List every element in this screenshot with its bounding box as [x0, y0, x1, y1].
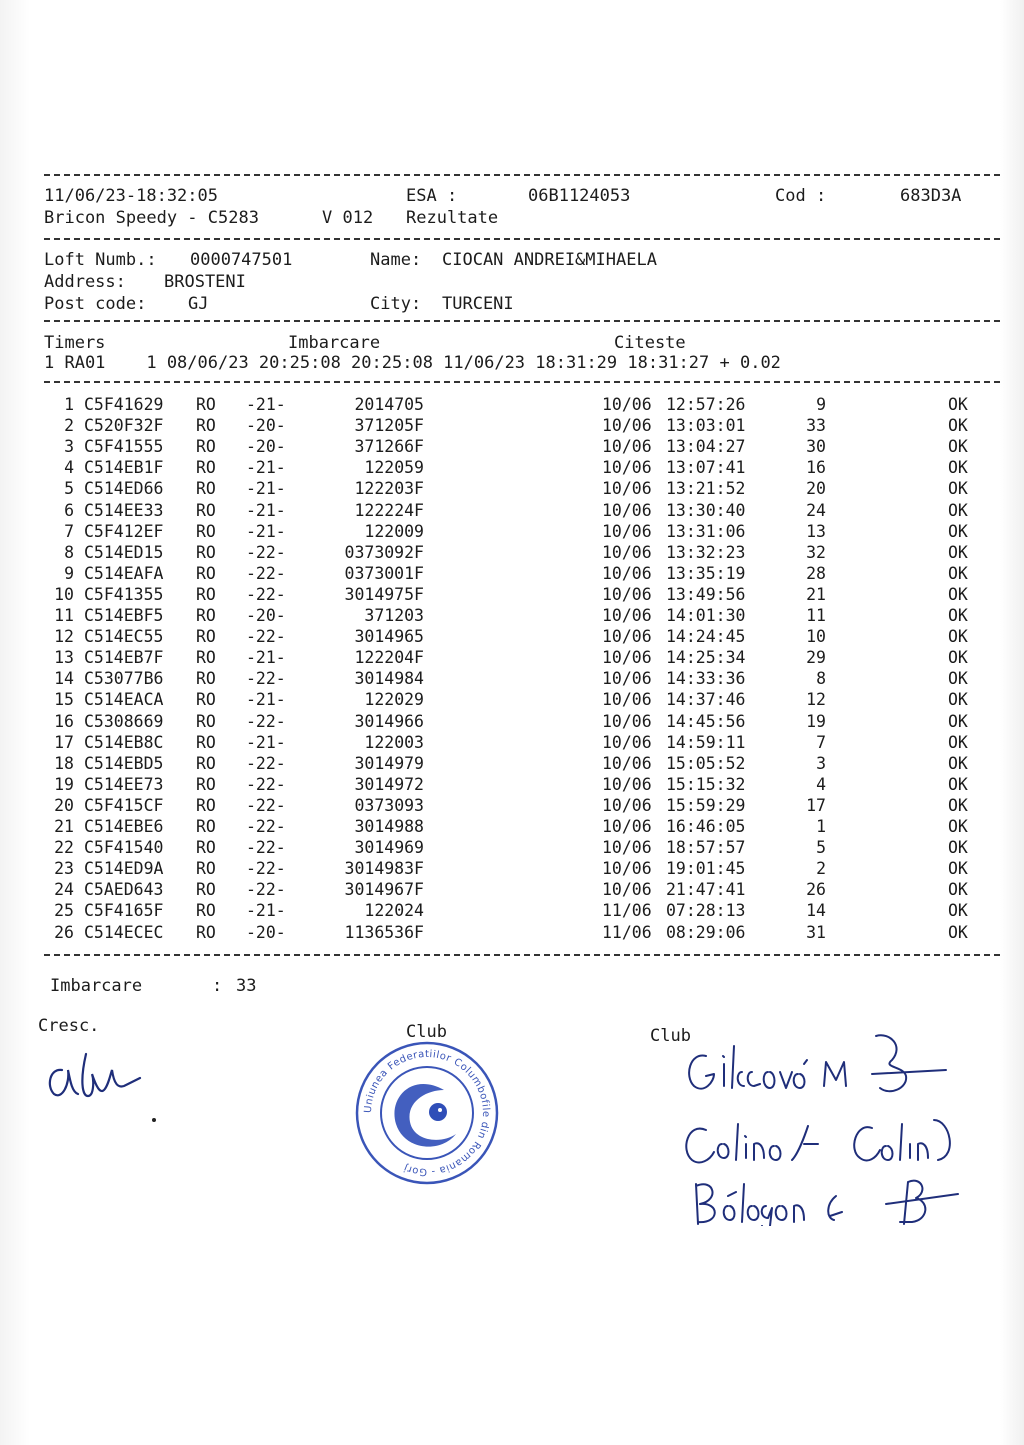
- row-index: 14: [54, 669, 74, 689]
- arrival-time: 15:15:32: [666, 774, 746, 794]
- arrival-time: 13:30:40: [666, 500, 746, 520]
- position: 26: [806, 880, 826, 900]
- country-code: RO: [196, 500, 216, 520]
- country-code: RO: [196, 817, 216, 836]
- row-index: 7: [64, 521, 74, 541]
- arrival-time: 13:03:01: [666, 416, 746, 436]
- arrival-date: 10/06: [602, 690, 652, 710]
- table-row: [44, 880, 984, 901]
- cod-label: Cod :: [775, 186, 827, 206]
- status: OK: [948, 817, 968, 836]
- row-index: 20: [54, 795, 74, 815]
- arrival-date: 10/06: [602, 753, 652, 773]
- ring-number: 122009: [364, 521, 424, 541]
- address-value: BROSTENI: [164, 272, 246, 292]
- table-row: [44, 501, 984, 522]
- ring-code: C514EE73: [84, 774, 164, 794]
- table-row: [44, 437, 984, 458]
- ring-number: 3014984: [354, 669, 424, 689]
- arrival-date: 10/06: [602, 458, 652, 478]
- ring-code: C5F4165F: [84, 901, 164, 921]
- status: OK: [948, 584, 968, 604]
- position: 31: [806, 922, 826, 942]
- arrival-time: 07:28:13: [666, 901, 746, 921]
- ring-number: 0373092F: [344, 542, 424, 562]
- status: OK: [948, 753, 968, 773]
- row-index: 24: [54, 880, 74, 900]
- ring-year: -21-: [246, 901, 286, 921]
- ring-code: C5AED643: [84, 880, 164, 900]
- position: 24: [806, 500, 826, 520]
- table-row: [44, 712, 984, 733]
- ring-year: -22-: [246, 584, 286, 604]
- country-code: RO: [196, 542, 216, 562]
- country-code: RO: [196, 416, 216, 436]
- name-value: CIOCAN ANDREI&MIHAELA: [442, 250, 657, 270]
- ring-code: C5F41355: [84, 584, 164, 604]
- row-index: 26: [54, 922, 74, 942]
- arrival-time: 14:59:11: [666, 732, 746, 752]
- position: 14: [806, 901, 826, 921]
- arrival-time: 13:31:06: [666, 521, 746, 541]
- ring-code: C514EC55: [84, 627, 164, 647]
- position: 28: [806, 563, 826, 583]
- country-code: RO: [196, 859, 216, 879]
- ring-year: -21-: [246, 732, 286, 752]
- arrival-time: 13:35:19: [666, 563, 746, 583]
- ring-number: 122029: [364, 690, 424, 710]
- ring-number: 3014969: [354, 838, 424, 858]
- arrival-time: 18:57:57: [666, 838, 746, 858]
- arrival-date: 10/06: [602, 584, 652, 604]
- country-code: RO: [196, 437, 216, 457]
- table-row: [44, 479, 984, 500]
- ring-year: -21-: [246, 500, 286, 520]
- timer-line: 1 RA01 1 08/06/23 20:25:08 20:25:08 11/06/23 18:31:29 18:31:27 + 0.02: [44, 353, 781, 373]
- ring-code: C514ECEC: [84, 922, 164, 942]
- ring-year: -22-: [246, 627, 286, 647]
- ring-number: 371203: [364, 606, 424, 625]
- position: 11: [806, 606, 826, 625]
- table-row: [44, 901, 984, 922]
- club-stamp: [352, 1038, 502, 1188]
- ring-code: C5F41540: [84, 838, 164, 858]
- arrival-date: 10/06: [602, 500, 652, 520]
- ring-code: C5308669: [84, 711, 164, 731]
- row-index: 9: [64, 563, 74, 583]
- position: 20: [806, 479, 826, 499]
- status: OK: [948, 795, 968, 815]
- arrival-date: 10/06: [602, 542, 652, 562]
- status: OK: [948, 690, 968, 710]
- ring-code: C514EB1F: [84, 458, 164, 478]
- ring-year: -21-: [246, 479, 286, 499]
- status: OK: [948, 669, 968, 689]
- row-index: 17: [54, 732, 74, 752]
- arrival-time: 13:04:27: [666, 437, 746, 457]
- row-index: 18: [54, 753, 74, 773]
- status: OK: [948, 563, 968, 583]
- arrival-date: 10/06: [602, 563, 652, 583]
- ring-year: -22-: [246, 838, 286, 858]
- ring-code: C5F41629: [84, 395, 164, 414]
- ring-code: C514EB7F: [84, 648, 164, 668]
- ring-year: -21-: [246, 690, 286, 710]
- table-row: [44, 669, 984, 690]
- row-index: 10: [54, 584, 74, 604]
- citeste-header: Citeste: [614, 333, 686, 353]
- row-index: 21: [54, 817, 74, 836]
- status: OK: [948, 542, 968, 562]
- ring-code: C520F32F: [84, 416, 164, 436]
- ring-number: 3014983F: [344, 859, 424, 879]
- arrival-date: 10/06: [602, 521, 652, 541]
- status: OK: [948, 711, 968, 731]
- table-row: [44, 775, 984, 796]
- imbarcare-summary-value: 33: [236, 976, 257, 996]
- ring-code: C514ED66: [84, 479, 164, 499]
- status: OK: [948, 859, 968, 879]
- row-index: 16: [54, 711, 74, 731]
- postcode-label: Post code:: [44, 294, 147, 314]
- ring-year: -22-: [246, 669, 286, 689]
- ring-code: C5F415CF: [84, 795, 164, 815]
- table-row: [44, 754, 984, 775]
- ring-year: -22-: [246, 542, 286, 562]
- ring-code: C514EAFA: [84, 563, 164, 583]
- ring-number: 3014972: [354, 774, 424, 794]
- table-row: [44, 648, 984, 669]
- arrival-date: 10/06: [602, 395, 652, 414]
- ring-number: 3014966: [354, 711, 424, 731]
- arrival-time: 13:07:41: [666, 458, 746, 478]
- ring-year: -22-: [246, 711, 286, 731]
- status: OK: [948, 500, 968, 520]
- country-code: RO: [196, 627, 216, 647]
- country-code: RO: [196, 880, 216, 900]
- row-index: 4: [64, 458, 74, 478]
- arrival-time: 13:49:56: [666, 584, 746, 604]
- position: 7: [816, 732, 826, 752]
- status: OK: [948, 838, 968, 858]
- row-index: 19: [54, 774, 74, 794]
- row-index: 22: [54, 838, 74, 858]
- country-code: RO: [196, 458, 216, 478]
- country-code: RO: [196, 711, 216, 731]
- row-index: 6: [64, 500, 74, 520]
- club-handwritten-signatures: [676, 1026, 976, 1226]
- ring-code: C514ED15: [84, 542, 164, 562]
- club-label-left: Club: [406, 1022, 447, 1042]
- ring-year: -20-: [246, 606, 286, 625]
- ring-number: 0373093: [354, 795, 424, 815]
- ring-year: -22-: [246, 817, 286, 836]
- ring-code: C514EE33: [84, 500, 164, 520]
- arrival-date: 10/06: [602, 479, 652, 499]
- arrival-date: 11/06: [602, 901, 652, 921]
- status: OK: [948, 521, 968, 541]
- arrival-date: 10/06: [602, 606, 652, 625]
- country-code: RO: [196, 838, 216, 858]
- arrival-time: 12:57:26: [666, 395, 746, 414]
- table-row: [44, 395, 984, 416]
- status: OK: [948, 458, 968, 478]
- ink-dot: [152, 1118, 156, 1122]
- arrival-date: 10/06: [602, 732, 652, 752]
- position: 29: [806, 648, 826, 668]
- country-code: RO: [196, 922, 216, 942]
- table-row: [44, 733, 984, 754]
- position: 2: [816, 859, 826, 879]
- city-value: TURCENI: [442, 294, 514, 314]
- position: 9: [816, 395, 826, 414]
- status: OK: [948, 648, 968, 668]
- ring-code: C5F412EF: [84, 521, 164, 541]
- table-row: [44, 585, 984, 606]
- report-type: Rezultate: [406, 208, 499, 228]
- country-code: RO: [196, 584, 216, 604]
- country-code: RO: [196, 395, 216, 414]
- ring-number: 122024: [364, 901, 424, 921]
- ring-number: 122204F: [354, 648, 424, 668]
- arrival-date: 11/06: [602, 922, 652, 942]
- position: 16: [806, 458, 826, 478]
- ring-year: -22-: [246, 859, 286, 879]
- status: OK: [948, 627, 968, 647]
- status: OK: [948, 922, 968, 942]
- arrival-date: 10/06: [602, 648, 652, 668]
- table-row: [44, 796, 984, 817]
- country-code: RO: [196, 774, 216, 794]
- arrival-time: 13:21:52: [666, 479, 746, 499]
- address-label: Address:: [44, 272, 126, 292]
- loft-number-label: Loft Numb.:: [44, 250, 157, 270]
- cresc-signature: [40, 1040, 160, 1110]
- status: OK: [948, 901, 968, 921]
- table-row: [44, 458, 984, 479]
- table-row: [44, 923, 984, 944]
- row-index: 11: [54, 606, 74, 625]
- position: 33: [806, 416, 826, 436]
- arrival-date: 10/06: [602, 795, 652, 815]
- row-index: 25: [54, 901, 74, 921]
- separator: [44, 174, 1000, 176]
- status: OK: [948, 437, 968, 457]
- ring-code: C514EBE6: [84, 817, 164, 836]
- position: 8: [816, 669, 826, 689]
- ring-year: -20-: [246, 416, 286, 436]
- table-row: [44, 606, 984, 627]
- arrival-date: 10/06: [602, 880, 652, 900]
- position: 1: [816, 817, 826, 836]
- ring-number: 122059: [364, 458, 424, 478]
- status: OK: [948, 395, 968, 414]
- ring-code: C514EB8C: [84, 732, 164, 752]
- cresc-label: Cresc.: [38, 1016, 100, 1036]
- position: 30: [806, 437, 826, 457]
- position: 17: [806, 795, 826, 815]
- imbarcare-summary-separator: :: [212, 976, 223, 996]
- arrival-time: 14:01:30: [666, 606, 746, 625]
- ring-year: -21-: [246, 521, 286, 541]
- ring-year: -20-: [246, 437, 286, 457]
- country-code: RO: [196, 753, 216, 773]
- name-label: Name:: [370, 250, 422, 270]
- ring-number: 0373001F: [344, 563, 424, 583]
- ring-year: -22-: [246, 774, 286, 794]
- arrival-date: 10/06: [602, 627, 652, 647]
- country-code: RO: [196, 648, 216, 668]
- status: OK: [948, 774, 968, 794]
- ring-number: 3014975F: [344, 584, 424, 604]
- arrival-date: 10/06: [602, 774, 652, 794]
- ring-number: 3014979: [354, 753, 424, 773]
- table-row: [44, 522, 984, 543]
- ring-code: C514EBD5: [84, 753, 164, 773]
- cod-value: 683D3A: [900, 186, 962, 206]
- status: OK: [948, 416, 968, 436]
- ring-number: 3014988: [354, 817, 424, 836]
- country-code: RO: [196, 669, 216, 689]
- ring-number: 122203F: [354, 479, 424, 499]
- arrival-time: 19:01:45: [666, 859, 746, 879]
- row-index: 15: [54, 690, 74, 710]
- table-row: [44, 416, 984, 437]
- table-row: [44, 838, 984, 859]
- table-row: [44, 690, 984, 711]
- country-code: RO: [196, 690, 216, 710]
- timers-label: Timers: [44, 333, 106, 353]
- table-row: [44, 543, 984, 564]
- ring-year: -21-: [246, 648, 286, 668]
- row-index: 23: [54, 859, 74, 879]
- ring-code: C53077B6: [84, 669, 164, 689]
- arrival-date: 10/06: [602, 669, 652, 689]
- device-version: V 012: [322, 208, 374, 228]
- country-code: RO: [196, 521, 216, 541]
- arrival-date: 10/06: [602, 838, 652, 858]
- position: 4: [816, 774, 826, 794]
- esa-label: ESA :: [406, 186, 458, 206]
- ring-year: -20-: [246, 922, 286, 942]
- svg-text:Uniunea Federatiilor Columbofi: [363, 1049, 491, 1177]
- row-index: 5: [64, 479, 74, 499]
- row-index: 3: [64, 437, 74, 457]
- country-code: RO: [196, 479, 216, 499]
- row-index: 1: [64, 395, 74, 414]
- arrival-date: 10/06: [602, 711, 652, 731]
- status: OK: [948, 479, 968, 499]
- arrival-time: 14:33:36: [666, 669, 746, 689]
- ring-code: C514EACA: [84, 690, 164, 710]
- arrival-time: 15:59:29: [666, 795, 746, 815]
- ring-number: 2014705: [354, 395, 424, 414]
- club-label-right: Club: [650, 1026, 691, 1046]
- postcode-value: GJ: [188, 294, 209, 314]
- ring-code: C5F41555: [84, 437, 164, 457]
- status: OK: [948, 880, 968, 900]
- arrival-time: 08:29:06: [666, 922, 746, 942]
- row-index: 12: [54, 627, 74, 647]
- position: 3: [816, 753, 826, 773]
- position: 21: [806, 584, 826, 604]
- arrival-time: 14:25:34: [666, 648, 746, 668]
- country-code: RO: [196, 901, 216, 921]
- arrival-time: 13:32:23: [666, 542, 746, 562]
- separator: [44, 238, 1000, 240]
- table-row: [44, 627, 984, 648]
- arrival-time: 16:46:05: [666, 817, 746, 836]
- row-index: 8: [64, 542, 74, 562]
- country-code: RO: [196, 606, 216, 625]
- ring-number: 122224F: [354, 500, 424, 520]
- esa-value: 06B1124053: [528, 186, 631, 206]
- imbarcare-summary-label: Imbarcare: [50, 976, 143, 996]
- stamp-text: Uniunea Federatiilor Columbofile din Romania - Gorj: [362, 1048, 492, 1178]
- position: 19: [806, 711, 826, 731]
- separator: [44, 320, 1000, 322]
- arrival-date: 10/06: [602, 416, 652, 436]
- position: 10: [806, 627, 826, 647]
- ring-code: C514EBF5: [84, 606, 164, 625]
- ring-year: -22-: [246, 563, 286, 583]
- position: 12: [806, 690, 826, 710]
- status: OK: [948, 606, 968, 625]
- country-code: RO: [196, 563, 216, 583]
- ring-year: -22-: [246, 880, 286, 900]
- position: 32: [806, 542, 826, 562]
- ring-number: 371205F: [354, 416, 424, 436]
- table-row: [44, 859, 984, 880]
- loft-number-value: 0000747501: [190, 250, 293, 270]
- country-code: RO: [196, 732, 216, 752]
- table-row: [44, 564, 984, 585]
- report-datetime: 11/06/23-18:32:05: [44, 186, 218, 206]
- position: 13: [806, 521, 826, 541]
- ring-year: -22-: [246, 795, 286, 815]
- arrival-date: 10/06: [602, 859, 652, 879]
- device-name: Bricon Speedy - C5283: [44, 208, 259, 228]
- arrival-time: 14:45:56: [666, 711, 746, 731]
- position: 5: [816, 838, 826, 858]
- arrival-time: 14:37:46: [666, 690, 746, 710]
- separator: [44, 954, 1000, 956]
- ring-year: -21-: [246, 395, 286, 414]
- status: OK: [948, 732, 968, 752]
- ring-number: 371266F: [354, 437, 424, 457]
- row-index: 13: [54, 648, 74, 668]
- separator: [44, 381, 1000, 383]
- arrival-date: 10/06: [602, 437, 652, 457]
- imbarcare-header: Imbarcare: [288, 333, 381, 353]
- ring-year: -22-: [246, 753, 286, 773]
- ring-number: 3014965: [354, 627, 424, 647]
- arrival-time: 15:05:52: [666, 753, 746, 773]
- table-row: [44, 817, 984, 838]
- arrival-date: 10/06: [602, 817, 652, 836]
- ring-number: 3014967F: [344, 880, 424, 900]
- ring-number: 1136536F: [344, 922, 424, 942]
- arrival-time: 14:24:45: [666, 627, 746, 647]
- city-label: City:: [370, 294, 422, 314]
- arrival-time: 21:47:41: [666, 880, 746, 900]
- ring-year: -21-: [246, 458, 286, 478]
- row-index: 2: [64, 416, 74, 436]
- country-code: RO: [196, 795, 216, 815]
- ring-code: C514ED9A: [84, 859, 164, 879]
- ring-number: 122003: [364, 732, 424, 752]
